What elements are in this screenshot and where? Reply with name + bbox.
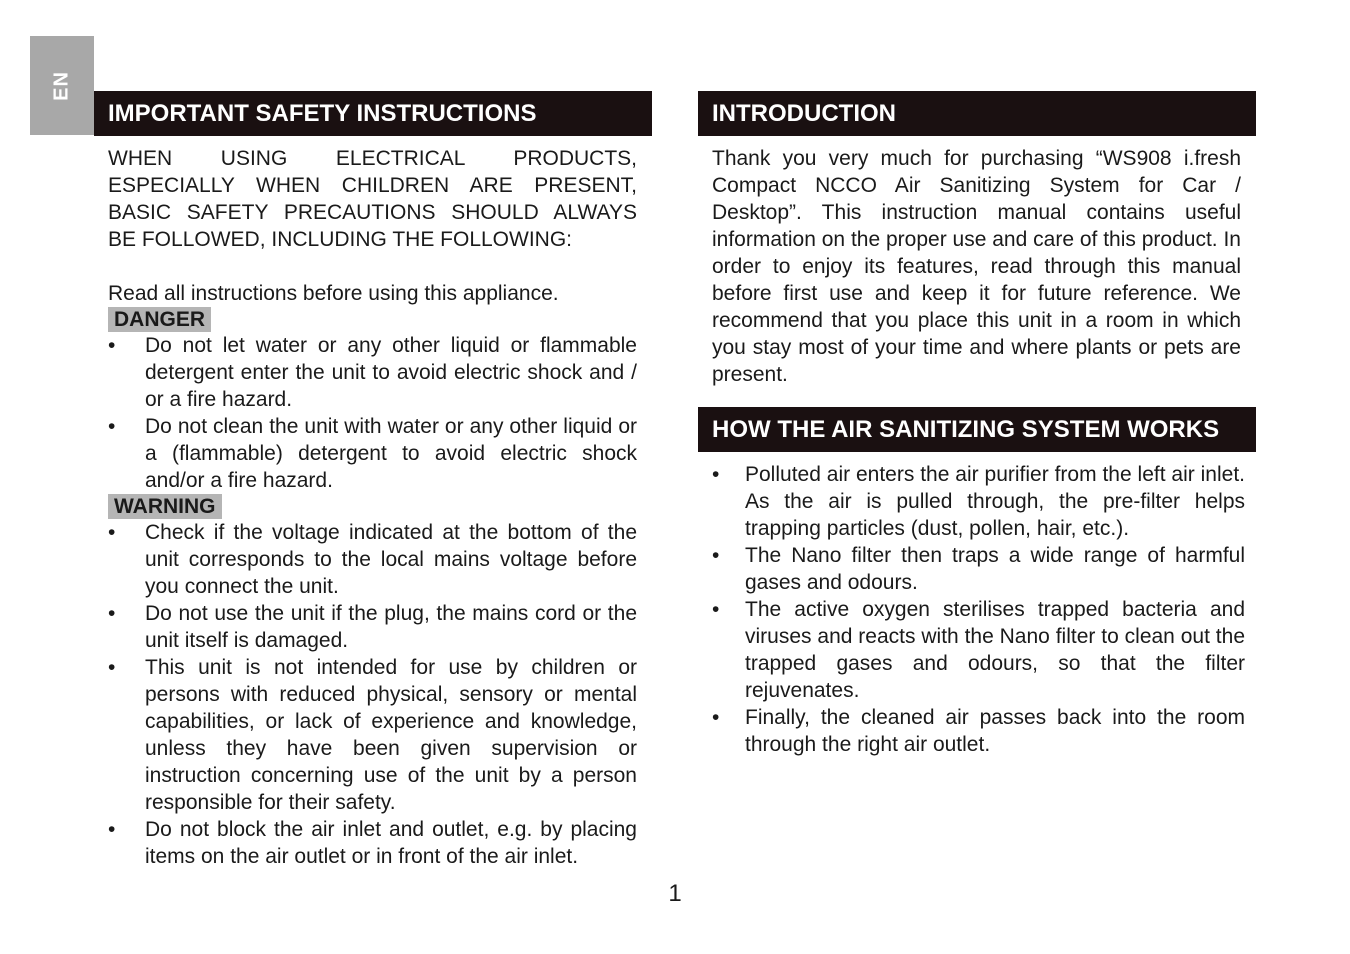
list-item: • Do not clean the unit with water or any other liquid or a (flammable) detergent to avoid electric shock and/or a fire hazard.: [108, 415, 637, 492]
danger-label: DANGER: [108, 307, 211, 332]
safety-heading: IMPORTANT SAFETY INSTRUCTIONS: [94, 91, 652, 136]
language-tab: [30, 36, 94, 135]
safety-intro-line: BASIC SAFETY PRECAUTIONS SHOULD ALWAYS: [108, 201, 637, 224]
safety-intro: [108, 145, 637, 253]
list-item: • Do not use the unit if the plug, the mains cord or the unit itself is damaged.: [108, 602, 637, 652]
safety-intro-line: WHEN USING ELECTRICAL PRODUCTS,: [108, 147, 637, 170]
page-number: 1: [668, 880, 682, 907]
list-item: • Polluted air enters the air purifier from the left air inlet. As the air is pulled through, the pre-filter helps trapping particles (dust, pollen, hair, etc.).: [712, 463, 1245, 540]
read-all-text: Read all instructions before using this appliance.: [108, 282, 559, 305]
list-item: • This unit is not intended for use by children or persons with reduced physical, sensory or mental capabilities, or lack of experience and knowledge, unless they have been given supervision or instruction concerning use of the unit by a person responsible for their safety.: [108, 656, 637, 814]
warning-list: [108, 519, 637, 870]
danger-label-row: [108, 307, 637, 332]
warning-label: WARNING: [108, 494, 222, 519]
introduction-heading: INTRODUCTION: [698, 91, 1256, 136]
list-item: • Do not block the air inlet and outlet, e.g. by placing items on the air outlet or in front of the air inlet.: [108, 818, 637, 868]
list-item: • Do not let water or any other liquid or flammable detergent enter the unit to avoid electric shock and / or a fire hazard.: [108, 334, 637, 411]
how-it-works-list: [698, 452, 1256, 758]
safety-intro-line: ESPECIALLY WHEN CHILDREN ARE PRESENT,: [108, 174, 637, 197]
introduction-text: Thank you very much for purchasing “WS908 i.fresh Compact NCCO Air Sanitizing System for Car / Desktop”. This instruction manual contains useful information on the proper use and care of this product. In order to enjoy its features, read through this manual before first use and keep it for future reference. We recommend that you place this unit in a room in which you stay most of your time and where plants or pets are present.: [712, 147, 1241, 386]
safety-intro-line: BE FOLLOWED, INCLUDING THE FOLLOWING:: [108, 228, 573, 251]
info-column: [698, 91, 1256, 758]
list-item: • The active oxygen sterilises trapped bacteria and viruses and reacts with the Nano filter to clean out the trapped gases and odours, so that the filter rejuvenates.: [712, 598, 1245, 702]
list-item: • The Nano filter then traps a wide range of harmful gases and odours.: [712, 544, 1245, 594]
list-item: • Finally, the cleaned air passes back into the room through the right air outlet.: [712, 706, 1245, 756]
warning-label-row: [108, 494, 637, 519]
language-tab-label: EN: [50, 70, 73, 101]
list-item: • Check if the voltage indicated at the bottom of the unit corresponds to the local mains voltage before you connect the unit.: [108, 521, 637, 598]
safety-column: [94, 91, 652, 870]
danger-list: [108, 332, 637, 494]
how-it-works-heading: HOW THE AIR SANITIZING SYSTEM WORKS: [698, 407, 1256, 452]
